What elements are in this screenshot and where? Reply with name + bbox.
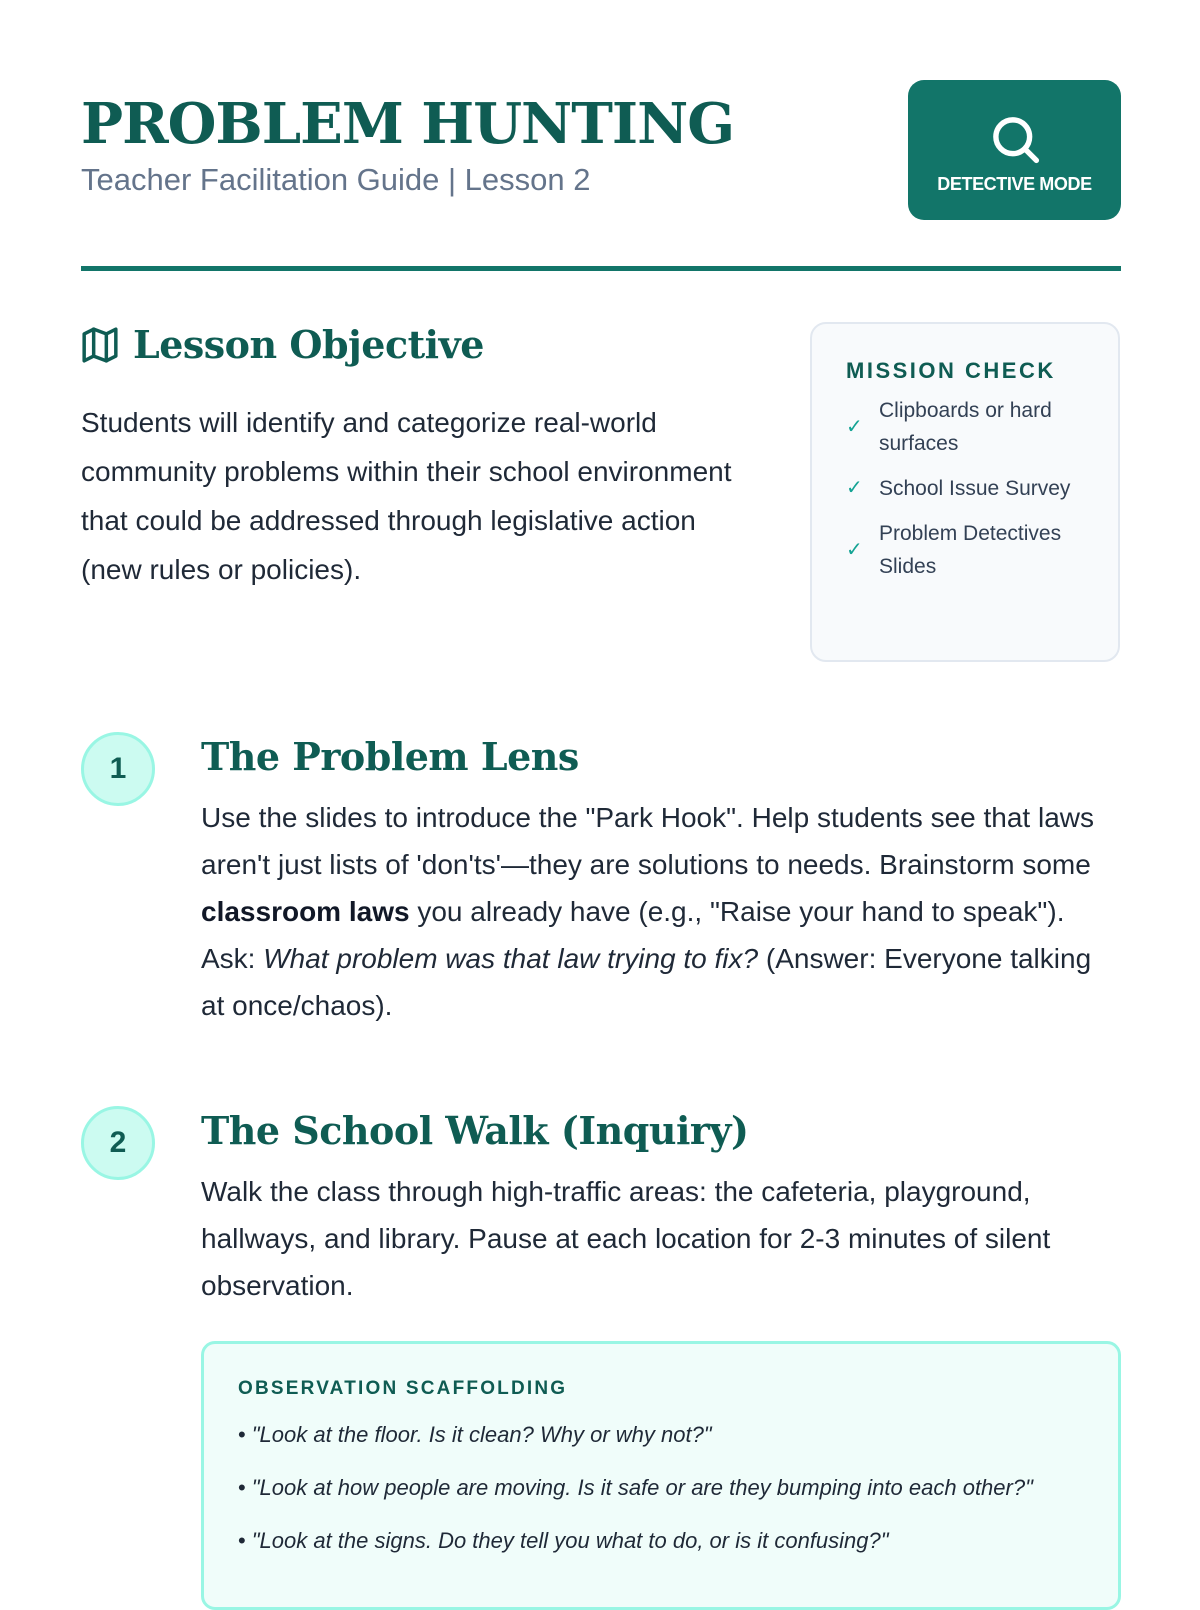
mission-check-item (846, 472, 1100, 505)
detective-mode-button[interactable] (908, 80, 1121, 220)
scaffolding-item (238, 1471, 1084, 1504)
mission-check-item (846, 394, 1100, 460)
step-body (201, 1106, 1121, 1610)
page-header (81, 80, 1121, 271)
mission-check-item-label: Clipboards or hard surfaces (879, 399, 1052, 455)
mission-check-title: MISSION CHECK (846, 358, 1056, 383)
step-number-badge: 2 (81, 1106, 155, 1180)
scaffolding-title: OBSERVATION SCAFFOLDING (238, 1378, 568, 1399)
mission-check-item (846, 517, 1100, 583)
objective-heading (81, 322, 484, 367)
page-title: PROBLEM HUNTING (81, 91, 735, 157)
scaffolding-item-text: "Look at how people are moving. Is it safe or are they bumping into each other?" (251, 1475, 1033, 1500)
step-body (201, 732, 1121, 1029)
step-text-bold: classroom laws (201, 896, 410, 927)
mission-check-item-label: School Issue Survey (879, 477, 1071, 500)
scaffolding-item-text: "Look at the signs. Do they tell you what to do, or is it confusing?" (251, 1528, 889, 1553)
bullet-icon: • (238, 1422, 246, 1447)
mission-check-list (846, 394, 1100, 583)
observation-scaffolding-box (201, 1341, 1121, 1610)
mission-check-item-label: Problem Detectives Slides (879, 522, 1062, 578)
search-icon (988, 112, 1042, 166)
step-text-part: (Answer: Everyone talking at once/chaos). (201, 943, 1092, 1021)
scaffolding-item (238, 1524, 1084, 1557)
detective-mode-label: DETECTIVE MODE (937, 173, 1092, 194)
check-icon: ✓ (846, 415, 863, 438)
mission-check-card (810, 322, 1120, 662)
scaffolding-item (238, 1418, 1084, 1451)
bullet-icon: • (238, 1475, 246, 1500)
step-title: The Problem Lens (201, 734, 579, 779)
page-subtitle: Teacher Facilitation Guide | Lesson 2 (81, 162, 591, 197)
step-title: The School Walk (Inquiry) (201, 1108, 749, 1153)
step-text-italic: What problem was that law trying to fix? (263, 943, 759, 974)
map-icon (81, 326, 119, 364)
scaffolding-list (238, 1418, 1084, 1557)
check-icon: ✓ (846, 477, 863, 499)
step-text-part: you already have (e.g., "Raise your hand to speak"). Ask: (201, 896, 1065, 974)
step-number-badge: 1 (81, 732, 155, 806)
scaffolding-item-text: "Look at the floor. Is it clean? Why or why not?" (251, 1422, 712, 1447)
objective-heading-label: Lesson Objective (133, 322, 484, 367)
step-text-part: Use the slides to introduce the "Park Hook". Help students see that laws aren't just lists of 'don'ts'—they are solutions to needs. Brainstorm some (201, 802, 1095, 880)
bullet-icon: • (238, 1528, 246, 1553)
check-icon: ✓ (846, 538, 863, 561)
step-text (201, 794, 1121, 1029)
step-text: Walk the class through high-traffic areas: the cafeteria, playground, hallways, and library. Pause at each location for 2-3 minutes of silent observation. (201, 1176, 1051, 1301)
objective-text: Students will identify and categorize real-world community problems within their school environment that could be addressed through legislative action (new rules or policies). (81, 407, 732, 585)
